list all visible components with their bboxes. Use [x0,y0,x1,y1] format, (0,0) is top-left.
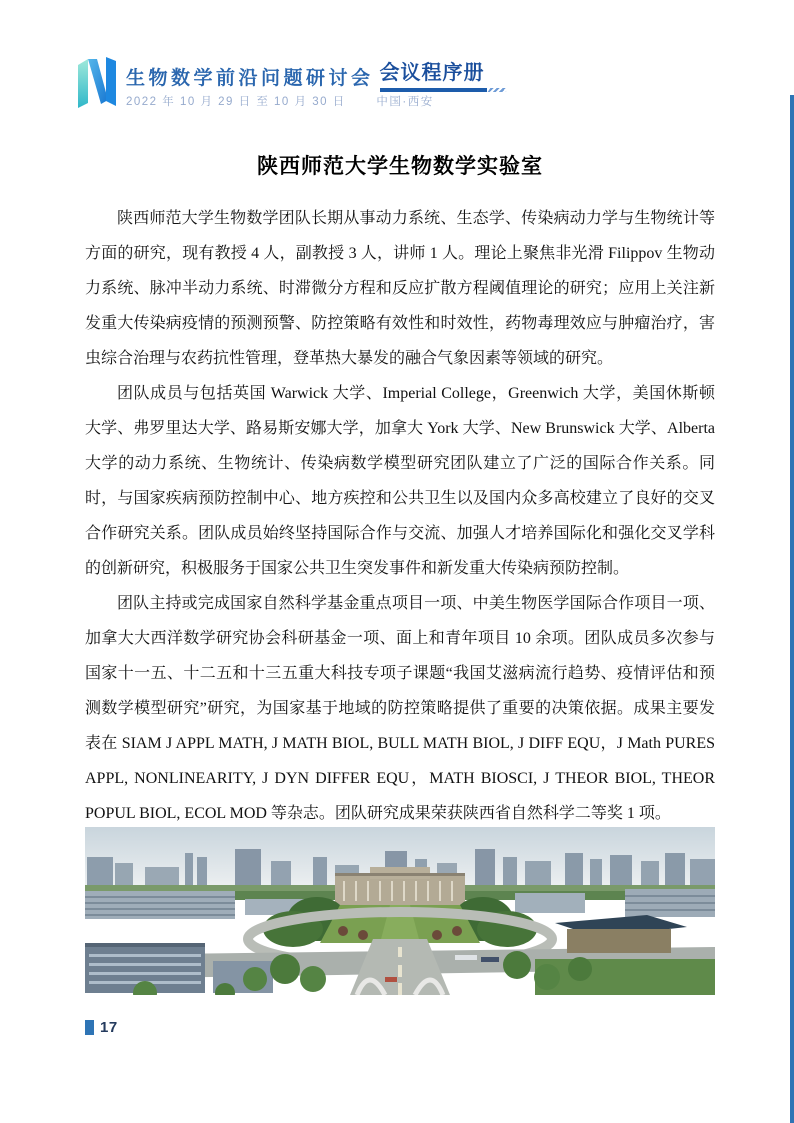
page-number-marker [85,1020,94,1035]
conference-subtitle [126,93,485,109]
swoosh-icon [487,88,508,92]
conference-title: 生物数学前沿问题研讨会 [126,68,374,89]
paragraph: 团队成员与包括英国 Warwick 大学、Imperial College，Greenwich 大学，美国休斯顿大学、弗罗里达大学、路易斯安娜大学，加拿大 York 大学、New Brunswick 大学、Alberta 大学的动力系统、生物统计、传染病数学模型研究团队建立了广泛的国际合作关系。同时，与国家疾病预防控制中心、地方疾控和公共卫生以及国内众多高校建立了良好的交叉合作研究关系。团队成员始终坚持国际合作与交流、加强人才培养国际化和强化交叉学科的创新研究，积极服务于国家公共卫生突发事件和新发重大传染病预防控制。 [85,385,715,577]
booklet-label: 会议程序册 [380,56,485,90]
paragraph: 团队主持或完成国家自然科学基金重点项目一项、中美生物医学国际合作项目一项、加拿大大西洋数学研究协会科研基金一项、面上和青年项目 10 余项。团队成员多次参与国家十一五、十二五和十三五重大科技专项子课题“我国艾滋病流行趋势、疫情评估和预测数学模型研究”研究，为国家基于地域的防控策略提供了重要的决策依据。成果主要发表在 SIAM J APPL MATH, J MATH BIOL, BULL MATH BIOL, J DIFF EQU，J Math PURES APPL, NONLINEARITY, J DYN DIFFER EQU，MATH BIOSCI, J THEOR BIOL, THEOR POPUL BIOL, ECOL MOD 等杂志。团队研究成果荣获陕西省自然科学二等奖 1 项。 [85,595,715,822]
logo-n-icon [74,56,120,108]
page-footer [85,1019,118,1036]
paragraph: 陕西师范大学生物数学团队长期从事动力系统、生态学、传染病动力学与生物统计等方面的研究，现有教授 4 人，副教授 3 人，讲师 1 人。理论上聚焦非光滑 Filippov 生物动力系统、脉冲半动力系统、时滞微分方程和反应扩散方程阈值理论的研究；应用上关注新发重大传染病疫情的预测预警、防控策略有效性和时效性，药物毒理效应与肿瘤治疗，害虫综合治理与农药抗性管理，登革热大暴发的融合气象因素等领域的研究。 [85,210,715,367]
page-number: 17 [100,1019,118,1036]
conference-place: 中国·西安 [376,96,434,108]
page-edge-bar [790,95,794,1123]
booklet-underline [380,88,487,92]
campus-aerial-photo [85,827,715,995]
conference-date: 2022 年 10 月 29 日 至 10 月 30 日 [126,96,346,108]
booklet-header [74,56,485,109]
article-body [85,201,715,831]
page-title: 陕西师范大学生物数学实验室 [257,154,543,178]
